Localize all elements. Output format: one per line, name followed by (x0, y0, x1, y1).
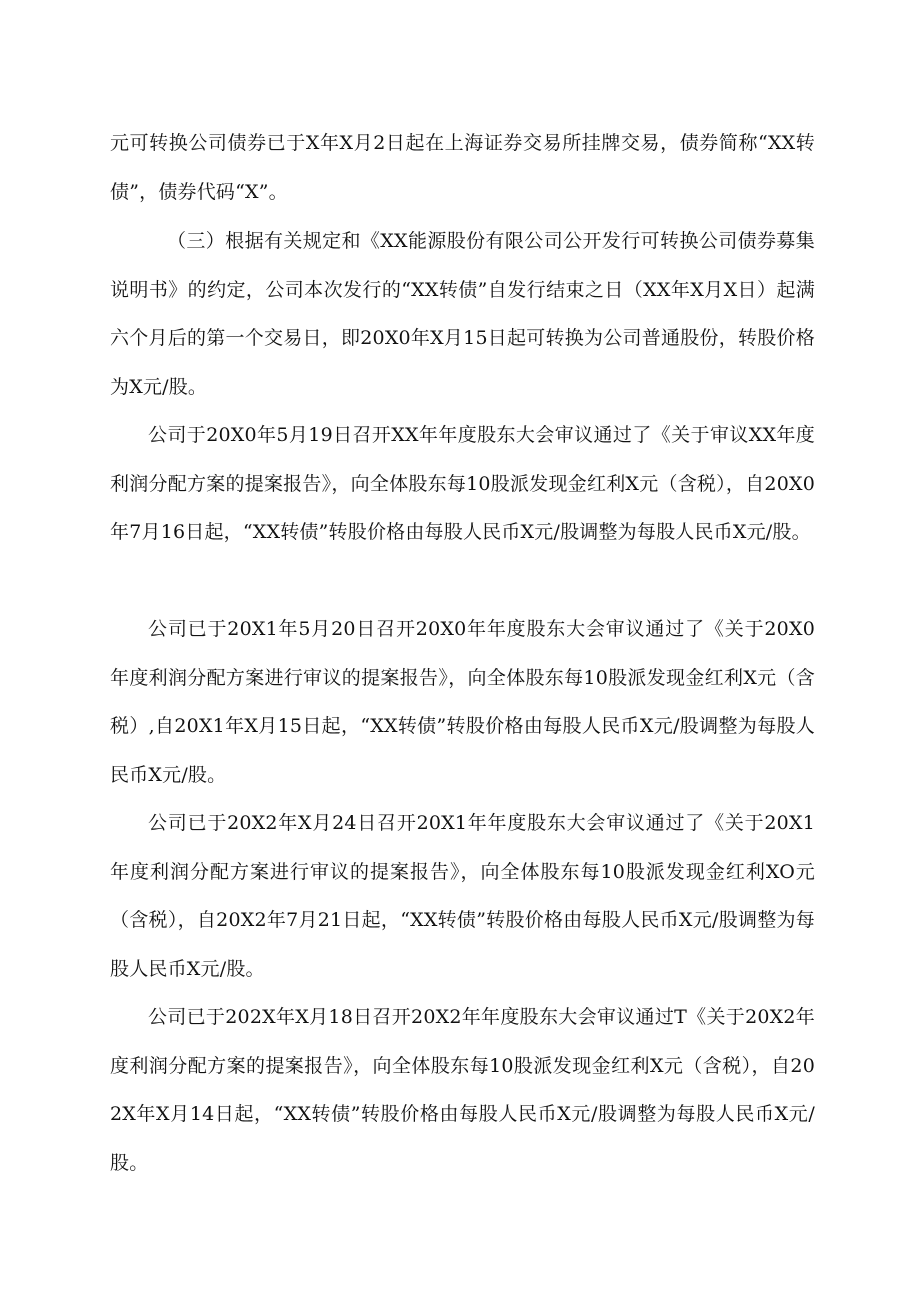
paragraph-adjustment-202X: 公司已于202X年X月18日召开20X2年年度股东大会审议通过T《关于20X2年度利润分配方案的提案报告》，向全体股东每10股派发现金红利X元（含税），自202X年X月14日起，“XX转债”转股价格由每股人民币X元/股调整为每股人民币X元/股。 (110, 1006, 815, 1174)
paragraph-conversion-terms: （三）根据有关规定和《XX能源股份有限公司公开发行可转换公司债券募集说明书》的约定，公司本次发行的“XX转债”自发行结束之日（XX年X月X日）起满六个月后的第一个交易日，即20X0年X月15日起可转换为公司普通股份，转股价格为X元/股。 (110, 230, 815, 398)
paragraph-adjustment-20X1: 公司已于20X1年5月20日召开20X0年年度股东大会审议通过了《关于20X0年度利润分配方案进行审议的提案报告》，向全体股东每10股派发现金红利X元（含税）,自20X1年X月15日起，“XX转债”转股价格由每股人民币X元/股调整为每股人民币X元/股。 (110, 618, 815, 786)
paragraph-bond-listing: 元可转换公司债券已于X年X月2日起在上海证券交易所挂牌交易，债券简称“XX转债”，债券代码“X”。 (110, 132, 815, 203)
paragraph-adjustment-20X0: 公司于20X0年5月19日召开XX年年度股东大会审议通过了《关于审议XX年度利润分配方案的提案报告》，向全体股东每10股派发现金红利X元（含税），自20X0年7月16日起，“XX转债”转股价格由每股人民币X元/股调整为每股人民币X元/股。 (110, 424, 815, 543)
paragraph-adjustment-20X2: 公司已于20X2年X月24日召开20X1年年度股东大会审议通过了《关于20X1年度利润分配方案进行审议的提案报告》，向全体股东每10股派发现金红利XO元（含税），自20X2年7月21日起，“XX转债”转股价格由每股人民币X元/股调整为每股人民币X元/股。 (110, 812, 815, 980)
